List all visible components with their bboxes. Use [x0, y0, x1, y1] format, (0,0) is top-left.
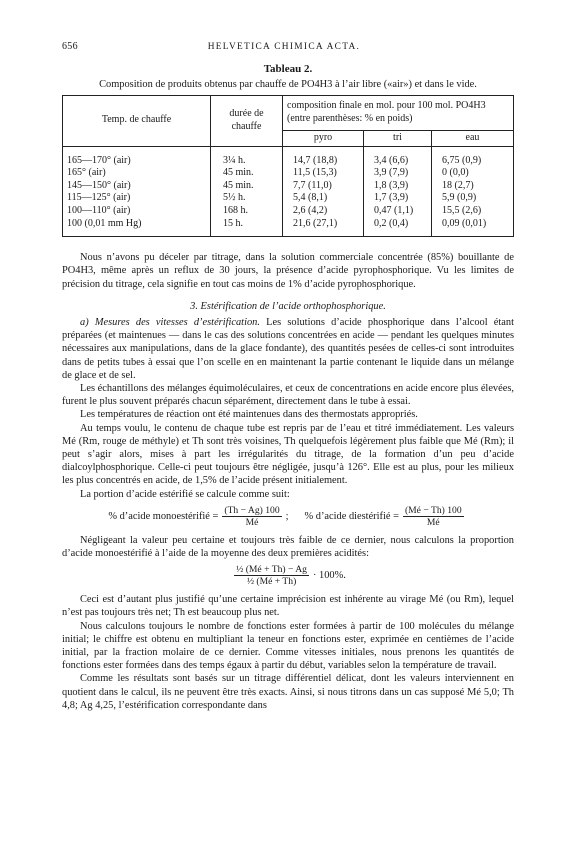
- cell-tri: 1,7 (3,9): [364, 192, 432, 205]
- cell-pyro: 7,7 (11,0): [283, 180, 364, 193]
- cell-duree: 15 h.: [211, 218, 283, 237]
- formula-average: [62, 564, 514, 587]
- formula-avg-fraction: [234, 564, 309, 587]
- table-row: [63, 205, 514, 218]
- table-caption: Composition de produits obtenus par chauffe de PO4H3 à l’air libre («air») et dans le vide.: [99, 79, 477, 91]
- table-row: [63, 180, 514, 193]
- formula-di-numerator: (Mé − Th) 100: [404, 504, 462, 516]
- formula-mono-denominator: Mé: [245, 516, 259, 528]
- cell-eau: 5,9 (0,9): [442, 192, 477, 204]
- cell-duree: 168 h.: [211, 205, 283, 218]
- cell-temp: 165° (air): [63, 167, 211, 180]
- cell-eau: 6,75 (0,9): [442, 154, 482, 166]
- formula-esterification: [62, 505, 514, 528]
- page-number: 656: [62, 41, 78, 52]
- header-duree: durée de chauffe: [211, 95, 283, 146]
- page-header: [62, 40, 514, 54]
- cell-duree: 3¼ h.: [211, 146, 283, 167]
- paragraph-2-text: Les solutions d’acide phosphorique dans l’alcool étant préparées (et maintenues — dans le cas des solutions concentrées en acide — pendant les quelques minutes nécessaires aux manipulations, dans de la glace fondante), des quantités pesées de celles-ci sont introduites dans de petits tubes à essai que l’on scelle en en maintenant la partie contenant le liquide dans un mélange de glace et de sel.: [62, 316, 514, 381]
- cell-pyro: 14,7 (18,8): [283, 146, 364, 167]
- formula-mono-numerator: (Th − Ag) 100: [224, 504, 280, 516]
- formula-mono-label: % d’acide monoestérifié =: [108, 510, 219, 522]
- cell-temp: 100 (0,01 mm Hg): [63, 218, 211, 237]
- formula-avg-denominator: ½ (Mé + Th): [246, 576, 297, 588]
- paragraph-5: Au temps voulu, le contenu de chaque tube est repris par de l’eau et titré immédiatement. Les valeurs Mé (Rm, rouge de méthyle) et Th sont très voisines, Th quelquefois légèrement plus faible que Mé (Rm); il peut s’agir alors, mises à part les irrégularités du titrage, de la formation d’un peu d’acide dialcoylphosphorique. Celle-ci peut toujours être négligée, jusqu’à 126°. Elle est au plus, pour les milieux les plus concentrés en acide, de 1,5% de l’acide présent initialement.: [62, 422, 514, 487]
- formula-di-label: % d’acide diestérifié =: [304, 510, 399, 522]
- formula-di-denominator: Mé: [426, 516, 440, 528]
- cell-tri: 3,4 (6,6): [364, 146, 432, 167]
- table-body: [63, 146, 514, 237]
- journal-title: HELVETICA CHIMICA ACTA.: [207, 42, 361, 52]
- cell-temp: 145—150° (air): [63, 180, 211, 193]
- cell-temp: 115—125° (air): [63, 192, 211, 205]
- section-heading: 3. Estérification de l’acide orthophosphorique.: [190, 300, 386, 312]
- paragraph-4: Les températures de réaction ont été maintenues dans des thermostats appropriés.: [80, 409, 418, 421]
- composition-table: [62, 95, 514, 238]
- cell-pyro: 21,6 (27,1): [283, 218, 364, 237]
- paragraph-10: Comme les résultats sont basés sur un titrage différentiel délicat, dont les valeurs interviennent en quotient dans le calcul, ils ne peuvent être très exacts. Ainsi, si nous titrons dans un cas supposé Mé 5,0; Th 4,8; Ag 4,25, l’estérification correspondante dans: [62, 673, 514, 711]
- formula-avg-numerator: ½ (Mé + Th) − Ag: [236, 564, 307, 576]
- cell-pyro: 5,4 (8,1): [283, 192, 364, 205]
- cell-eau: 18 (2,7): [442, 179, 474, 191]
- table-title: Tableau 2.: [263, 63, 313, 76]
- header-pyro: pyro: [283, 130, 364, 146]
- cell-temp: 165—170° (air): [63, 146, 211, 167]
- cell-eau: 0 (0,0): [442, 167, 469, 179]
- cell-duree: 45 min.: [211, 180, 283, 193]
- subsection-lead: a) Mesures des vitesses d’estérification.: [80, 316, 260, 328]
- formula-di-fraction: [403, 505, 464, 528]
- cell-eau: 15,5 (2,6): [442, 205, 482, 217]
- cell-temp: 100—110° (air): [63, 205, 211, 218]
- paragraph-8: Ceci est d’autant plus justifié qu’une certaine imprécision est inhérente au virage Mé (ou Rm), lequel n’est pas toujours très net; Th est beaucoup plus net.: [62, 594, 514, 619]
- table-row: [63, 218, 514, 237]
- table-row: [63, 192, 514, 205]
- table-row: [63, 167, 514, 180]
- formula-avg-suffix: · 100%.: [312, 570, 346, 582]
- cell-tri: 3,9 (7,9): [364, 167, 432, 180]
- cell-tri: 1,8 (3,9): [364, 180, 432, 193]
- cell-eau: 0,09 (0,01): [442, 217, 487, 229]
- cell-tri: 0,2 (0,4): [364, 218, 432, 237]
- header-temp: Temp. de chauffe: [63, 95, 211, 146]
- cell-duree: 45 min.: [211, 167, 283, 180]
- cell-pyro: 11,5 (15,3): [283, 167, 364, 180]
- header-tri: tri: [364, 130, 432, 146]
- cell-duree: 5½ h.: [211, 192, 283, 205]
- paragraph-7: Négligeant la valeur peu certaine et toujours très faible de ce dernier, nous calculons la proportion d’acide monoestérifié à l’aide de la moyenne des deux premières acidités:: [62, 534, 514, 560]
- header-composition: composition finale en mol. pour 100 mol. PO4H3 (entre parenthèses: % en poids): [283, 95, 514, 130]
- paragraph-2: [62, 316, 514, 382]
- paragraph-6: La portion d’acide estérifié se calcule comme suit:: [80, 488, 290, 500]
- paragraph-1: Nous n’avons pu déceler par titrage, dans la solution commerciale concentrée (85%) bouillante de PO4H3, même après un reflux de 30 jours, la présence d’acide pyrophosphorique. Vu les limites de précision du titrage, cela signifie en tout cas moins de 1% d’acide pyrophosphorique.: [62, 252, 514, 290]
- paragraph-3: Les échantillons des mélanges équimoléculaires, et ceux de concentrations en acide encore plus élevées, furent le plus souvent préparés chacun séparément, directement dans le tube à essai.: [62, 383, 514, 408]
- formula-mono-fraction: [222, 505, 281, 528]
- header-eau: eau: [432, 130, 514, 146]
- formula-separator: ;: [285, 510, 289, 522]
- cell-pyro: 2,6 (4,2): [283, 205, 364, 218]
- cell-tri: 0,47 (1,1): [364, 205, 432, 218]
- table-row: [63, 146, 514, 167]
- paragraph-9: Nous calculons toujours le nombre de fonctions ester formées à partir de 100 molécules du mélange initial; le chiffre est obtenu en multipliant la teneur en fonctions ester, exprimée en centièmes de l’acide initial, par la fraction molaire de ce dernier. Comme vitesses initiales, nous prenons les quantités de fonctions ester formées dans des temps égaux à partir du début, variables selon la température de travail.: [62, 620, 514, 672]
